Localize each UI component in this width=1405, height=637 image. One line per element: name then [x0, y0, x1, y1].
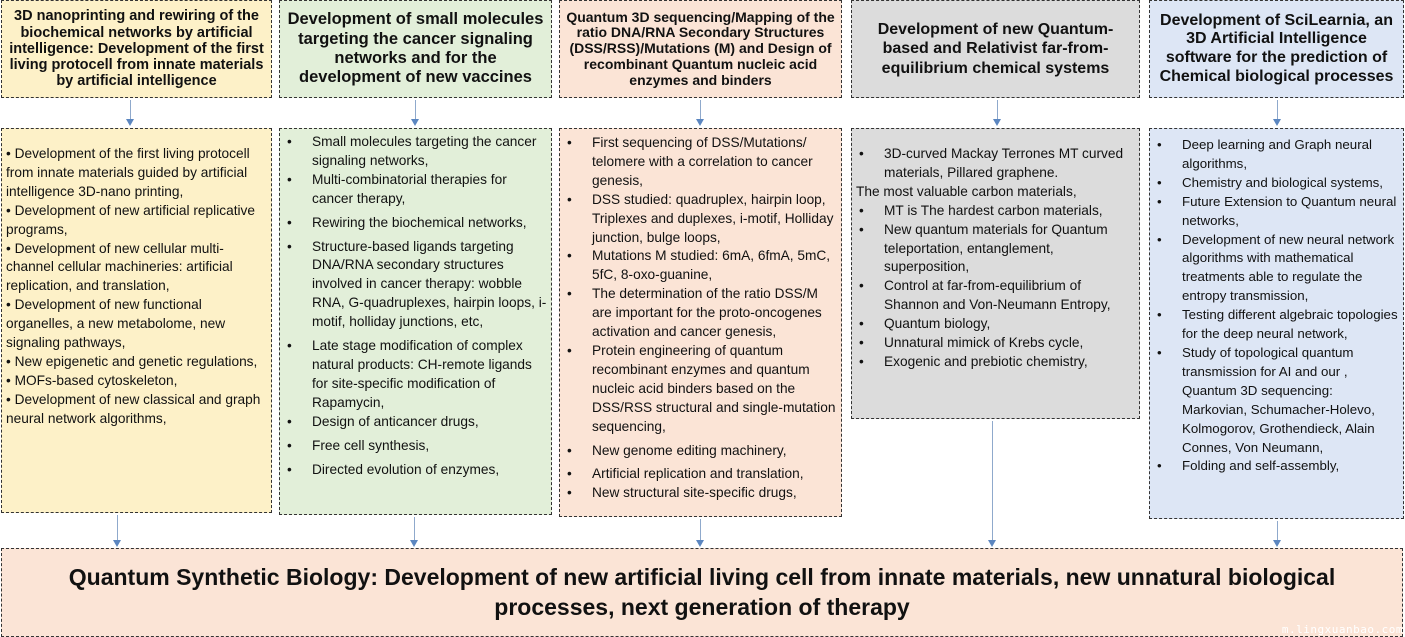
list-item: • Mutations M studied: 6mA, 6fmA, 5mC, 5fC, 8-oxo-guanine, — [564, 247, 839, 285]
list-item: • Testing different algebraic topologies for the deep neural network, — [1154, 306, 1401, 344]
list-item: • Quantum biology, — [856, 315, 1137, 334]
list-item: The most valuable carbon materials, — [856, 183, 1077, 199]
list-item: • The determination of the ratio DSS/M are important for the proto-oncogenes activation and cancer genesis, — [564, 285, 839, 342]
col2-header — [279, 0, 552, 98]
col5-title: Development of SciLearnia, an 3D Artificial Intelligence software for the prediction of Chemical biological processes — [1159, 11, 1394, 85]
col1-content — [1, 128, 272, 513]
list-item: • First sequencing of DSS/Mutations/ telomere with a correlation to cancer genesis, — [564, 134, 839, 191]
col2-list — [284, 133, 549, 479]
col4-header — [851, 0, 1140, 98]
col1-header — [1, 0, 272, 98]
list-item: • Protein engineering of quantum recombinant enzymes and quantum nucleic acid binders based on the DSS/RSS structural and single-mutation sequencing, — [564, 342, 839, 437]
list-item: • DSS studied: quadruplex, hairpin loop, Triplexes and duplexes, i-motif, Holliday junction, bulge loops, — [564, 191, 839, 248]
list-item: • Free cell synthesis, — [284, 437, 549, 456]
list-item: • Chemistry and biological systems, — [1154, 174, 1401, 193]
list-item: • Structure-based ligands targeting DNA/RNA secondary structures involved in cancer therapy: wobble RNA, G-quadruplexes, hairpin loops, i-motif, holliday junctions, etc, — [284, 238, 549, 333]
col4-content — [851, 128, 1140, 419]
list-item: • Development of new neural network algorithms with mathematical treatments able to regulate the entropy transmission, — [1154, 231, 1401, 307]
list-item: • Artificial replication and translation, — [564, 465, 839, 484]
col5-header — [1149, 0, 1404, 98]
col3-header — [559, 0, 842, 98]
list-item: • Rewiring the biochemical networks, — [284, 214, 549, 233]
col3-list — [564, 134, 839, 503]
col3-title: Quantum 3D sequencing/Mapping of the ratio DNA/RNA Secondary Structures (DSS/RSS)/Mutations (M) and Design of recombinant Quantum nucleic acid enzymes and binders — [566, 8, 835, 88]
list-item: • Exogenic and prebiotic chemistry, — [856, 353, 1137, 372]
col5-content — [1149, 128, 1404, 519]
conclusion-text: Quantum Synthetic Biology: Development of new artificial living cell from innate materials, new unnatural biological processes, next generation of therapy — [68, 564, 1336, 620]
list-item: • Multi-combinatorial therapies for cancer therapy, — [284, 171, 549, 209]
list-item: • Development of new cellular multi-channel cellular machineries: artificial replication, and translation, — [6, 240, 233, 294]
col2-content — [279, 128, 552, 515]
arrow-col2-down — [415, 100, 416, 120]
arrow-col3-down — [700, 100, 701, 120]
list-item: • Development of the first living protocell from innate materials guided by artificial intelligence 3D-nano printing, — [6, 146, 250, 199]
arrow-col5-to-conclusion — [1277, 521, 1278, 541]
list-item: • Directed evolution of enzymes, — [284, 461, 549, 480]
conclusion-box — [1, 548, 1403, 637]
list-item: • 3D-curved Mackay Terrones MT curved materials, Pillared graphene. — [856, 145, 1137, 183]
list-item: • MT is The hardest carbon materials, — [856, 202, 1137, 221]
col3-content — [559, 128, 842, 517]
col1-list — [6, 145, 269, 429]
col4-list — [856, 145, 1137, 372]
arrow-col4-to-conclusion — [992, 421, 993, 541]
col2-title: Development of small molecules targeting the cancer signaling networks and for the development of new vaccines — [287, 10, 544, 87]
arrow-col3-to-conclusion — [700, 519, 701, 541]
col5-list — [1154, 136, 1401, 476]
arrow-col1-to-conclusion — [117, 515, 118, 541]
arrow-col5-down — [1277, 100, 1278, 120]
list-item: • Development of new artificial replicative programs, — [6, 202, 255, 237]
list-item: • Folding and self-assembly, — [1154, 457, 1401, 476]
list-item: • Future Extension to Quantum neural networks, — [1154, 193, 1401, 231]
col1-title: 3D nanoprinting and rewiring of the biochemical networks by artificial intelligence: Development of the first living protocell from innate materials by artificial intelligence — [9, 8, 264, 90]
arrow-col2-to-conclusion — [414, 517, 415, 541]
list-item: • Development of new functional organelles, a new metabolome, new signaling pathways, — [6, 297, 226, 351]
col4-title: Development of new Quantum-based and Relativist far-from-equilibrium chemical systems — [877, 21, 1114, 77]
list-item: • New genome editing machinery, — [564, 442, 839, 461]
list-item: • Study of topological quantum transmission for AI and our , Quantum 3D sequencing: Markovian, Schumacher-Holevo, Kolmogorov, Grothendieck, Alain Connes, Von Neumann, — [1154, 344, 1401, 457]
list-item: • New structural site-specific drugs, — [564, 484, 839, 503]
list-item: • Control at far-from-equilibrium of Shannon and Von-Neumann Entropy, — [856, 277, 1137, 315]
list-item: • New quantum materials for Quantum teleportation, entanglement, superposition, — [856, 221, 1137, 278]
arrow-col1-down — [130, 100, 131, 120]
list-item: • Small molecules targeting the cancer signaling networks, — [284, 133, 549, 171]
list-item: • Late stage modification of complex natural products: CH-remote ligands for site-specific modification of Rapamycin, — [284, 337, 549, 413]
list-item: • Development of new classical and graph neural network algorithms, — [6, 391, 261, 426]
list-item: • Deep learning and Graph neural algorithms, — [1154, 136, 1401, 174]
list-item: • Unnatural mimick of Krebs cycle, — [856, 334, 1137, 353]
watermark: m.lingxuanbao.com — [1281, 623, 1403, 636]
list-item: • New epigenetic and genetic regulations, — [6, 353, 258, 369]
list-item: • Design of anticancer drugs, — [284, 413, 549, 432]
arrow-col4-down — [997, 100, 998, 120]
list-item: • MOFs-based cytoskeleton, — [6, 372, 178, 388]
